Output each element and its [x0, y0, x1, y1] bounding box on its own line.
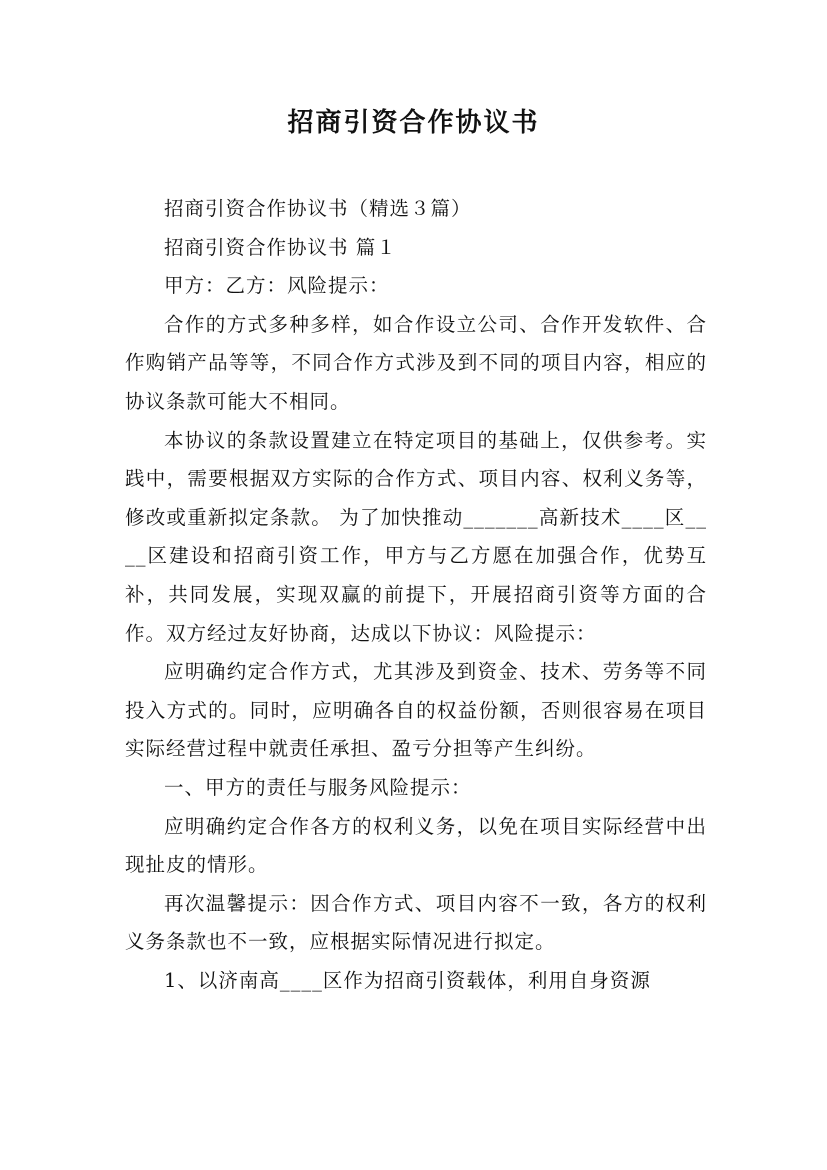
paragraph-collection-heading: 招商引资合作协议书（精选３篇）	[164, 197, 472, 220]
paragraph-reminder: 再次温馨提示：因合作方式、项目内容不一致，各方的权利义务条款也不一致，应根据实际情况进行拟定。	[125, 891, 707, 954]
paragraph-rights-obligations: 应明确约定合作各方的权利义务，以免在项目实际经营中出现扯皮的情形。	[125, 814, 707, 877]
paragraph-cooperation-terms: 应明确约定合作方式，尤其涉及到资金、技术、劳务等不同投入方式的。同时，应明确各自的权益份额，否则很容易在项目实际经营过程中就责任承担、盈亏分担等产生纠纷。	[125, 660, 707, 761]
paragraph-parties: 甲方：乙方：风险提示：	[164, 274, 390, 298]
document-title: 招商引资合作协议书	[287, 108, 540, 138]
paragraph-cooperation-methods: 合作的方式多种多样，如合作设立公司、合作开发软件、合作购销产品等等，不同合作方式涉及到不同的项目内容，相应的协议条款可能大不相同。	[125, 312, 707, 413]
paragraph-item-1: 1、以济南高____区作为招商引资载体，利用自身资源	[164, 968, 651, 992]
paragraph-party-a-heading: 一、甲方的责任与服务风险提示：	[164, 775, 472, 799]
paragraph-agreement-basis: 本协议的条款设置建立在特定项目的基础上，仅供参考。实践中，需要根据双方实际的合作方式、项目内容、权利义务等，修改或重新拟定条款。 为了加快推动_______高新技术____区____区建设和招商引资工作，甲方与乙方愿在加强合作，优势互补，共同发展，实现双赢的前提下，开展招商引资等方面的合作。双方经过友好协商，达成以下协议：风险提示：	[125, 428, 707, 645]
document-body	[125, 190, 707, 1000]
paragraph-article-heading: 招商引资合作协议书 篇１	[164, 235, 397, 259]
